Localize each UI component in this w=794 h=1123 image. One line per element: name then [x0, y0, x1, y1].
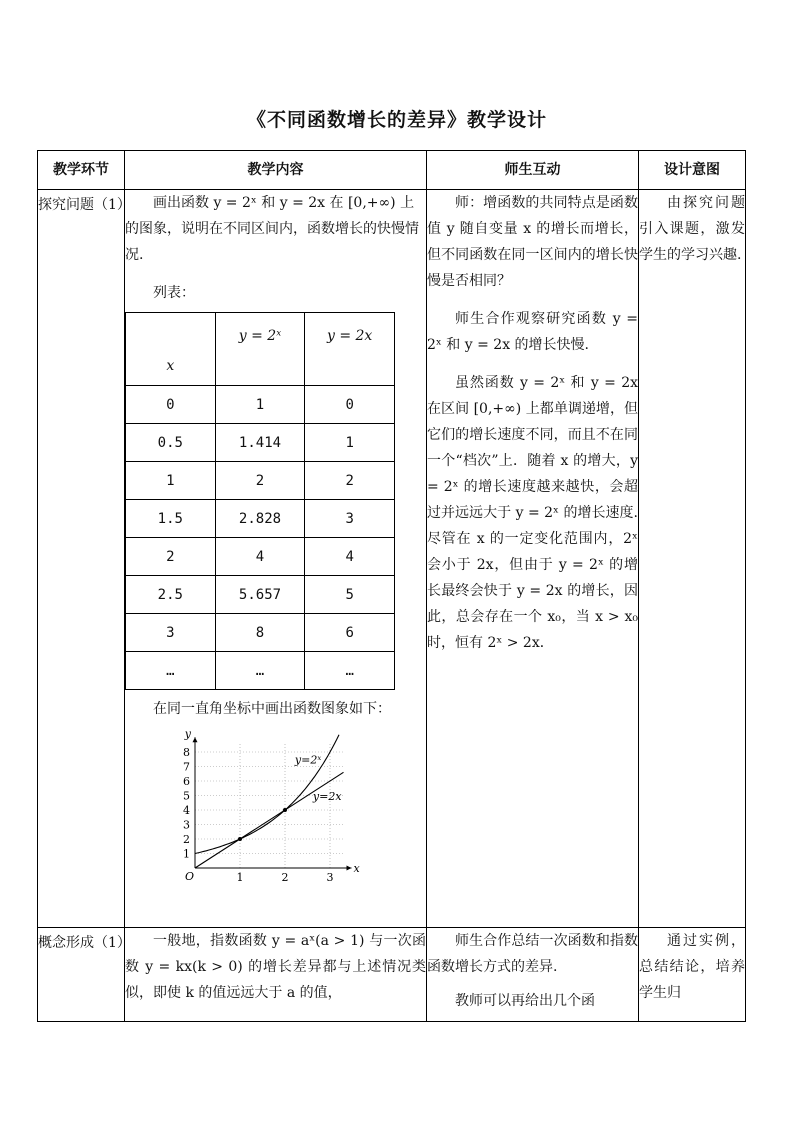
stage-explore: 探究问题（1）	[38, 190, 125, 928]
value-table-header-x: x	[126, 313, 216, 386]
content-concept	[125, 928, 427, 1022]
interaction-para-2: 师生合作观察研究函数 y = 2ˣ 和 y = 2x 的增长快慢.	[427, 311, 638, 353]
x-axis-label: x	[353, 862, 360, 875]
origin-label: O	[185, 870, 195, 883]
x-tick-label: 2	[281, 871, 289, 884]
x-tick-label: 1	[236, 871, 244, 884]
interaction-concept	[427, 928, 639, 1022]
x-axis-arrow	[347, 866, 352, 871]
intersection-point	[238, 837, 242, 841]
interaction-explore	[427, 190, 639, 928]
header-intent: 设计意图	[639, 151, 746, 190]
y-tick-label: 7	[183, 760, 190, 774]
content-intro: 画出函数 y = 2ˣ 和 y = 2x 在 [0,+∞) 上的图象，说明在不同区间内，函数增长的快慢情况.	[125, 195, 419, 263]
row-explore	[38, 190, 746, 928]
y-axis-label: y	[184, 727, 191, 741]
interaction-para-3: 虽然函数 y = 2ˣ 和 y = 2x 在区间 [0,+∞) 上都单调递增，但它们的增长速度不同，而且不在同一个“档次”上．随着 x 的增大，y = 2ˣ 的增长速度越来越快，会超过并远远大于 y = 2ˣ 的增长速度. 尽管在 x 的一定变化范围内，2ˣ 会小于 2x，但由于 y = 2ˣ 的增长最终会快于 y = 2x 的增长，因此，总会存在一个 x₀，当 x > x₀ 时，恒有 2ˣ > 2x．	[427, 375, 638, 651]
concept-text: 一般地，指数函数 y = aˣ(a > 1) 与一次函数 y = kx(k > 0) 的增长差异都与上述情况类似，即使 k 的值远远大于 a 的值，	[125, 933, 426, 1001]
table-row: 2.5 5.657 5	[126, 576, 395, 614]
value-table-header-lin: y = 2x	[305, 313, 395, 386]
draw-instruction: 在同一直角坐标中画出函数图象如下：	[153, 701, 391, 717]
table-row: 3 8 6	[126, 614, 395, 652]
list-label: 列表：	[153, 285, 195, 301]
y-tick-label: 6	[183, 775, 190, 788]
intent-text-2: 通过实例，总结结论，培养学生归	[639, 933, 745, 1001]
value-table-header-exp: y = 2ˣ	[215, 313, 305, 386]
intent-concept	[639, 928, 746, 1022]
y-tick-label: 2	[183, 833, 190, 846]
header-interaction: 师生互动	[427, 151, 639, 190]
y-axis-arrow	[193, 737, 198, 742]
series-label-exp: y=2ˣ	[294, 753, 322, 767]
table-row: 1.5 2.828 3	[126, 500, 395, 538]
table-row: 1 2 2	[126, 462, 395, 500]
y-tick-label: 1	[183, 847, 190, 861]
content-explore	[125, 190, 427, 928]
y-tick-label: 8	[183, 746, 190, 759]
lesson-plan-table	[37, 150, 746, 1022]
document-title: 《不同函数增长的差异》教学设计	[246, 109, 547, 131]
concept-interaction-1: 师生合作总结一次函数和指数函数增长方式的差异.	[427, 933, 638, 975]
y-tick-label: 3	[183, 818, 190, 832]
header-stage: 教学环节	[38, 151, 125, 190]
intent-text-1: 由探究问题引入课题，激发学生的学习兴趣.	[639, 195, 745, 263]
header-content: 教学内容	[125, 151, 427, 190]
intent-explore	[639, 190, 746, 928]
table-row: 2 4 4	[126, 538, 395, 576]
table-row: 0 1 0	[126, 386, 395, 424]
stage-concept: 概念形成（1）	[38, 928, 125, 1022]
function-graph	[165, 727, 360, 884]
series-label-linear: y=2x	[312, 789, 342, 803]
row-concept	[38, 928, 746, 1022]
value-table-header	[126, 313, 395, 386]
table-row: 0.5 1.414 1	[126, 424, 395, 462]
x-tick-label: 3	[326, 871, 334, 884]
header-row	[38, 151, 746, 190]
table-row: … … …	[126, 652, 395, 690]
concept-interaction-2: 教师可以再给出几个函	[455, 993, 595, 1009]
y-tick-label: 4	[183, 804, 190, 817]
y-tick-label: 5	[183, 789, 190, 803]
intersection-point	[283, 808, 287, 812]
interaction-para-1: 师：增函数的共同特点是函数值 y 随自变量 x 的增长而增长，但不同函数在同一区间内的增长快慢是否相同？	[427, 195, 638, 289]
value-table	[125, 312, 395, 690]
